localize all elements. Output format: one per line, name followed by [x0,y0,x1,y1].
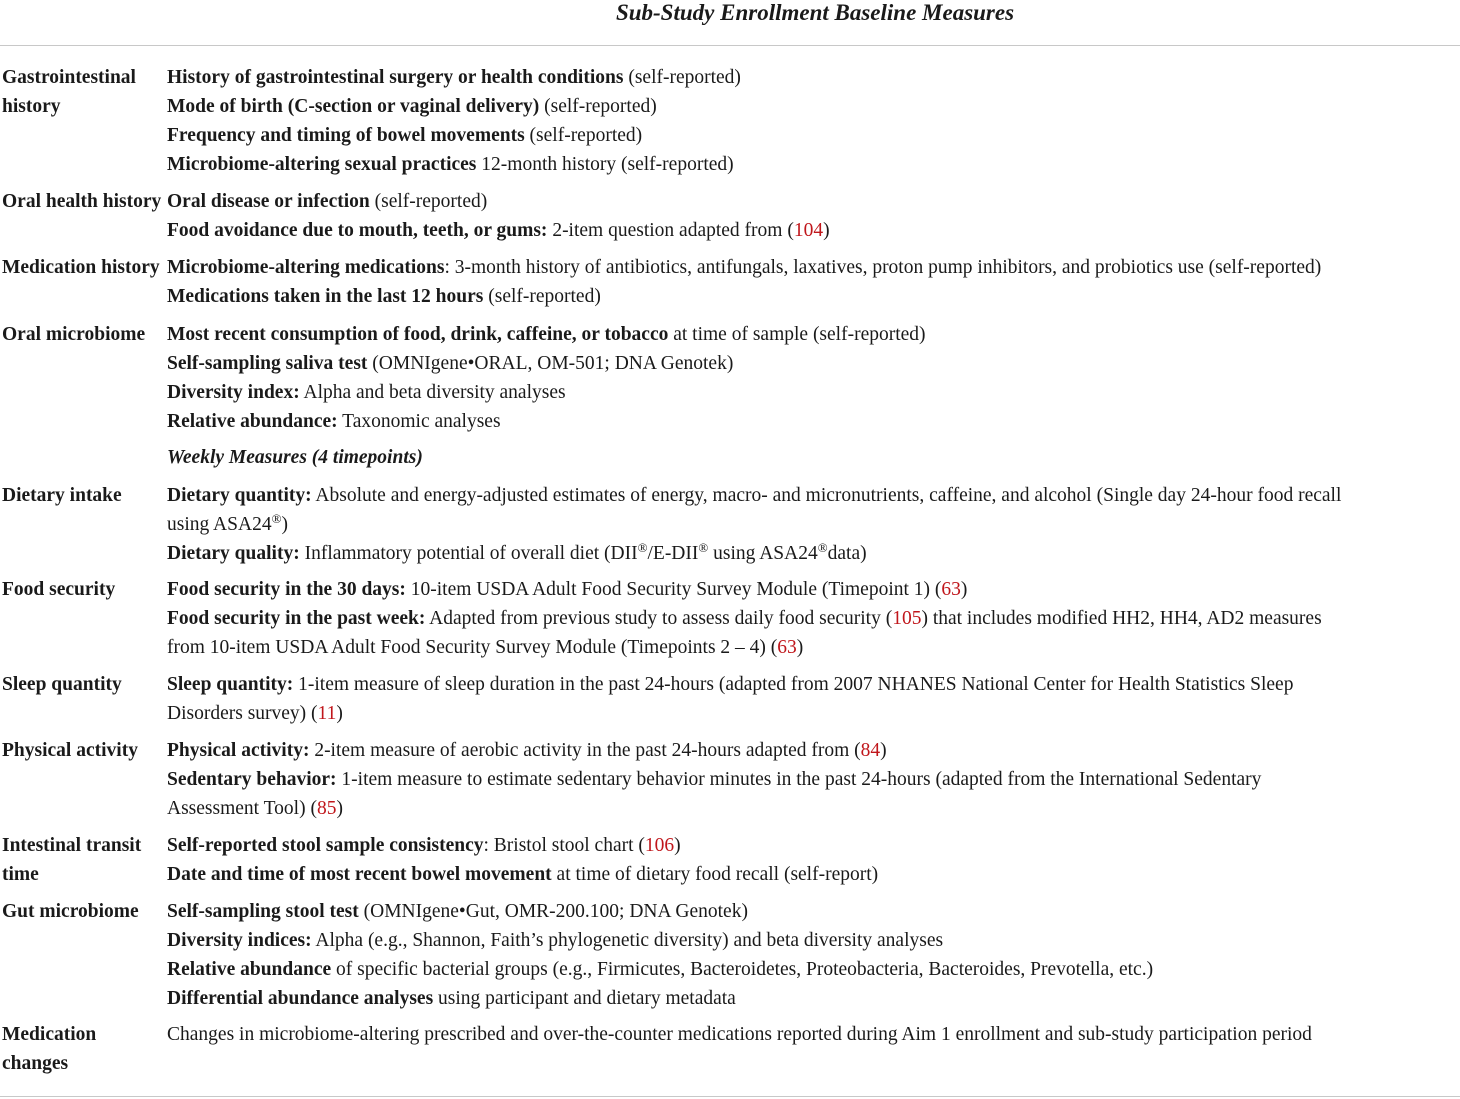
row-content: Sleep quantity: 1-item measure of sleep duration in the past 24-hours (adapted from 2007 NHANES National Center for Health Statistics Sleep Disorders survey) (11) [167,674,1294,724]
reference-link[interactable]: 84 [860,740,881,761]
row-label: Physical activity [2,740,138,761]
reference-link[interactable]: 63 [941,579,961,600]
row-content: Food security in the 30 days: 10-item USDA Adult Food Security Survey Module (Timepoint 1) (63) Food security in the past week: Adapted from previous study to assess daily food security (105) that includes modified HH2, HH4, AD2 measures from 10-item USDA Adult Food Security Survey Module (Timepoints 2 – 4) (63) [167,579,1322,658]
row-label: Intestinal transit time [2,835,142,885]
bottom-rule [0,1096,1460,1097]
section-subheading: Weekly Measures (4 timepoints) [167,447,423,468]
table-title: Sub-Study Enrollment Baseline Measures [615,0,1015,25]
row-label: Oral microbiome [2,324,146,345]
row-content: Self-reported stool sample consistency: Bristol stool chart (106) Date and time of most recent bowel movement at time of dietary food recall (self-report) [167,835,879,885]
row-content: Microbiome-altering medications: 3-month history of antibiotics, antifungals, laxatives, proton pump inhibitors, and probiotics use (self-reported) Medications taken in the last 12 hours (self-reported) [167,257,1322,307]
row-content: Oral disease or infection (self-reported) Food avoidance due to mouth, teeth, or gums: 2-item question adapted from (104) [167,191,830,241]
row-label: Food security [2,579,116,600]
reference-link[interactable]: 11 [317,703,337,724]
row-label: Dietary intake [2,485,122,506]
row-content: History of gastrointestinal surgery or health conditions (self-reported) Mode of birth (C-section or vaginal delivery) (self-reported) Frequency and timing of bowel movements (self-reported) Microbiome-altering sexual practices 12-month history (self-reported) [167,67,741,175]
row-content: Changes in microbiome-altering prescribed and over-the-counter medications reported during Aim 1 enrollment and sub-study participation period [167,1024,1312,1045]
reference-link[interactable]: 106 [644,835,675,856]
row-label: Oral health history [2,191,162,212]
top-rule [0,45,1460,46]
reference-link[interactable]: 104 [793,220,824,241]
row-label: Gastrointestinal history [2,67,136,117]
row-content: Self-sampling stool test (OMNIgene•Gut, OMR-200.100; DNA Genotek) Diversity indices: Alpha (e.g., Shannon, Faith’s phylogenetic diversity) and beta diversity analyses Relative abundance of specific bacterial groups (e.g., Firmicutes, Bacteroidetes, Proteobacteria, Bacteroides, Prevotella, etc.) Differential abundance analyses using participant and dietary metadata [167,901,1154,1009]
row-label: Medication history [2,257,160,278]
row-content: Physical activity: 2-item measure of aerobic activity in the past 24-hours adapted from (84) Sedentary behavior: 1-item measure to estimate sedentary behavior minutes in the past 24-hours (adapted from the International Sedentary Assessment Tool) (85) [167,740,1262,819]
reference-link[interactable]: 63 [777,637,797,658]
row-content: Dietary quantity: Absolute and energy-adjusted estimates of energy, macro- and micronutrients, caffeine, and alcohol (Single day 24-hour food recall using ASA24®) Dietary quality: Inflammatory potential of overall diet (DII®/E-DII® using ASA24®data) [167,485,1342,564]
row-label: Gut microbiome [2,901,139,922]
row-content: Most recent consumption of food, drink, caffeine, or tobacco at time of sample (self-reported) Self-sampling saliva test (OMNIgene•ORAL, OM-501; DNA Genotek) Diversity index: Alpha and beta diversity analyses Relative abundance: Taxonomic analyses [167,324,926,432]
row-label: Sleep quantity [2,674,122,695]
reference-link[interactable]: 105 [892,608,922,629]
reference-link[interactable]: 85 [316,798,337,819]
row-label: Medication changes [2,1024,97,1074]
